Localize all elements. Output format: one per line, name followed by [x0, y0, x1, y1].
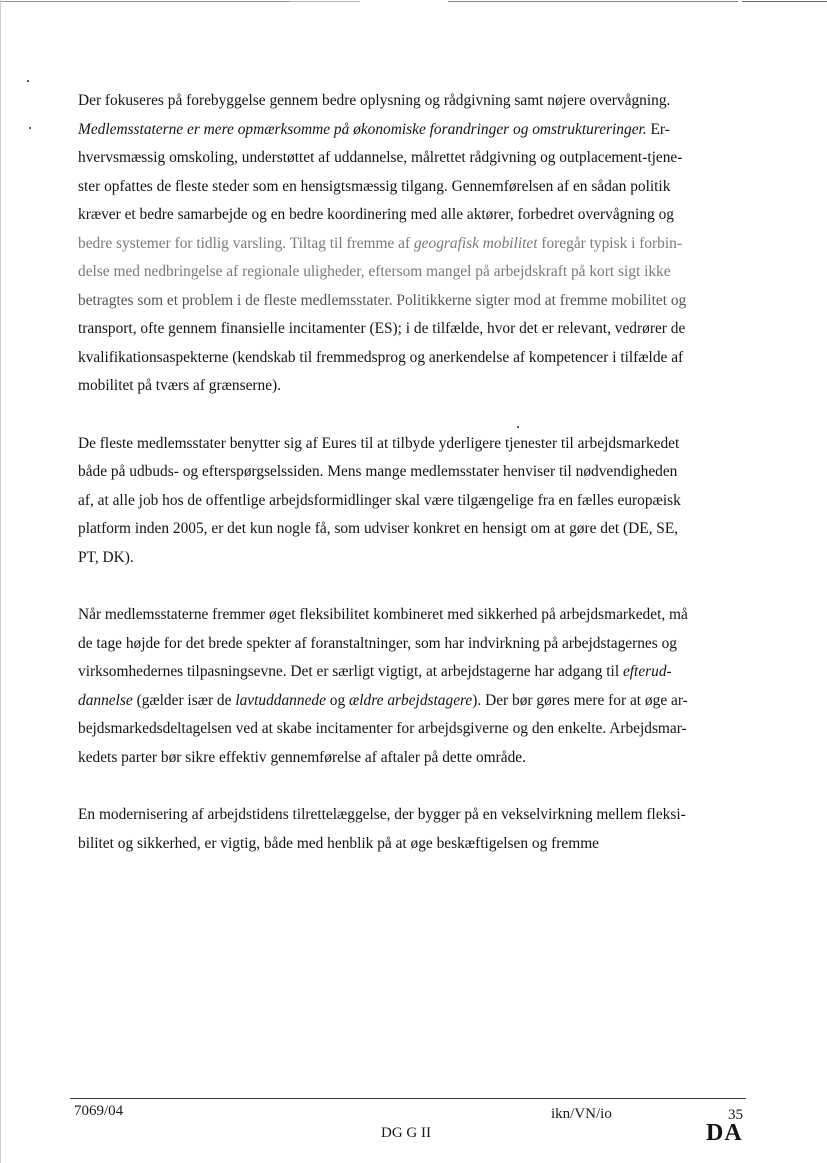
- text-line: Medlemsstaterne er mere opmærksomme på økonomiske forandringer og omstruktureringer. Er-: [78, 120, 670, 138]
- text-line: delse med nedbringelse af regionale uligheder, eftersom mangel på arbejdskraft på kort sigt ikke: [78, 263, 671, 280]
- footer-divider: [70, 1098, 746, 1099]
- emphasis-text: ældre arbejdstagere: [349, 691, 473, 709]
- scan-edge-line: [448, 1, 738, 2]
- emphasis-text: Medlemsstaterne er mere opmærksomme på økonomiske forandringer og omstruktureringer.: [78, 120, 647, 138]
- text-line: kræver et bedre samarbejde og en bedre koordinering med alle aktører, forbedret overvågning og: [78, 206, 674, 223]
- text-line: bejdsmarkedsdeltagelsen ved at skabe incitamenter for arbejdsgiverne og den enkelte. Arbejdsmar-: [78, 720, 687, 737]
- text-line: De fleste medlemsstater benytter sig af Eures til at tilbyde yderligere tjenester til arbejdsmarkedet: [78, 434, 680, 452]
- text-line: mobilitet på tværs af grænserne).: [78, 377, 282, 394]
- author-reference: ikn/VN/io: [551, 1106, 612, 1122]
- department-code: DG G II: [381, 1125, 431, 1141]
- page-number: 35: [728, 1107, 743, 1123]
- scan-edge-line: [742, 1, 827, 2]
- text-line: Der fokuseres på forebyggelse gennem bedre oplysning og rådgivning samt nøjere overvågning.: [78, 92, 671, 109]
- text-line: hvervsmæssig omskoling, understøttet af uddannelse, målrettet rådgivning og outplacement-tjene-: [78, 149, 683, 166]
- text-line: kvalifikationsaspekterne (kendskab til fremmedsprog og anerkendelse af kompetencer i tilfælde af: [78, 348, 684, 366]
- scan-speck: [29, 127, 31, 129]
- document-number: 7069/04: [74, 1103, 124, 1119]
- document-body: [78, 87, 743, 858]
- paragraph-prevention: [78, 87, 743, 401]
- emphasis-text: geografisk mobilitet: [413, 234, 538, 252]
- emphasis-text: efterud-: [622, 663, 672, 680]
- page-left-edge: [0, 0, 1, 1163]
- text-line: Når medlemsstaterne fremmer øget fleksibilitet kombineret med sikkerhed på arbejdsmarkedet, må: [78, 606, 688, 623]
- emphasis-text: dannelse: [78, 691, 133, 709]
- scan-speck: [27, 80, 29, 82]
- text-line: En modernisering af arbejdstidens tilrettelæggelse, der bygger på en vekselvirkning mellem fleksi-: [78, 806, 686, 823]
- scan-edge-line: [290, 1, 360, 2]
- paragraph-flexicurity: [78, 601, 743, 772]
- emphasis-text: lavtuddannede: [235, 691, 326, 709]
- text-line: betragtes som et problem i de fleste medlemsstater. Politikkerne sigter mod at fremme mobilitet og: [78, 291, 687, 309]
- text-line: platform inden 2005, er det kun nogle få, som udviser konkret en hensigt om at gøre det (DE, SE,: [78, 520, 679, 537]
- text-line: både på udbuds- og efterspørgselssiden. Mens mange medlemsstater henviser til nødvendigheden: [78, 463, 678, 480]
- text-line: bilitet og sikkerhed, er vigtig, både med henblik på at øge beskæftigelsen og fremme: [78, 834, 600, 852]
- text-line: virksomhedernes tilpasningsevne. Det er særligt vigtigt, at arbejdstagerne har adgang til efterud-: [78, 663, 672, 680]
- text-line: dannelse (gælder især de lavtuddannede og ældre arbejdstagere). Der bør gøres mere for at øge ar-: [78, 691, 688, 709]
- paragraph-eures: [78, 430, 743, 573]
- language-code: DA: [706, 1120, 743, 1146]
- text-line: PT, DK).: [78, 548, 134, 566]
- text-line: de tage højde for det brede spekter af foranstaltninger, som har indvirkning på arbejdstagernes og: [78, 634, 677, 652]
- paragraph-working-time: [78, 801, 743, 858]
- text-line: ster opfattes de fleste steder som en hensigtsmæssig tilgang. Gennemførelsen af en sådan politik: [78, 177, 671, 195]
- text-line: bedre systemer for tidlig varsling. Tiltag til fremme af geografisk mobilitet foregår typisk i forbin-: [78, 234, 682, 252]
- text-line: af, at alle job hos de offentlige arbejdsformidlinger skal være tilgængelige fra en fælles europæisk: [78, 491, 681, 509]
- text-line: transport, ofte gennem finansielle incitamenter (ES); i de tilfælde, hvor det er relevant, vedrører de: [78, 320, 686, 337]
- text-line: kedets parter bør sikre effektiv gennemførelse af aftaler på dette område.: [78, 748, 526, 766]
- scan-edge-line: [0, 1, 290, 2]
